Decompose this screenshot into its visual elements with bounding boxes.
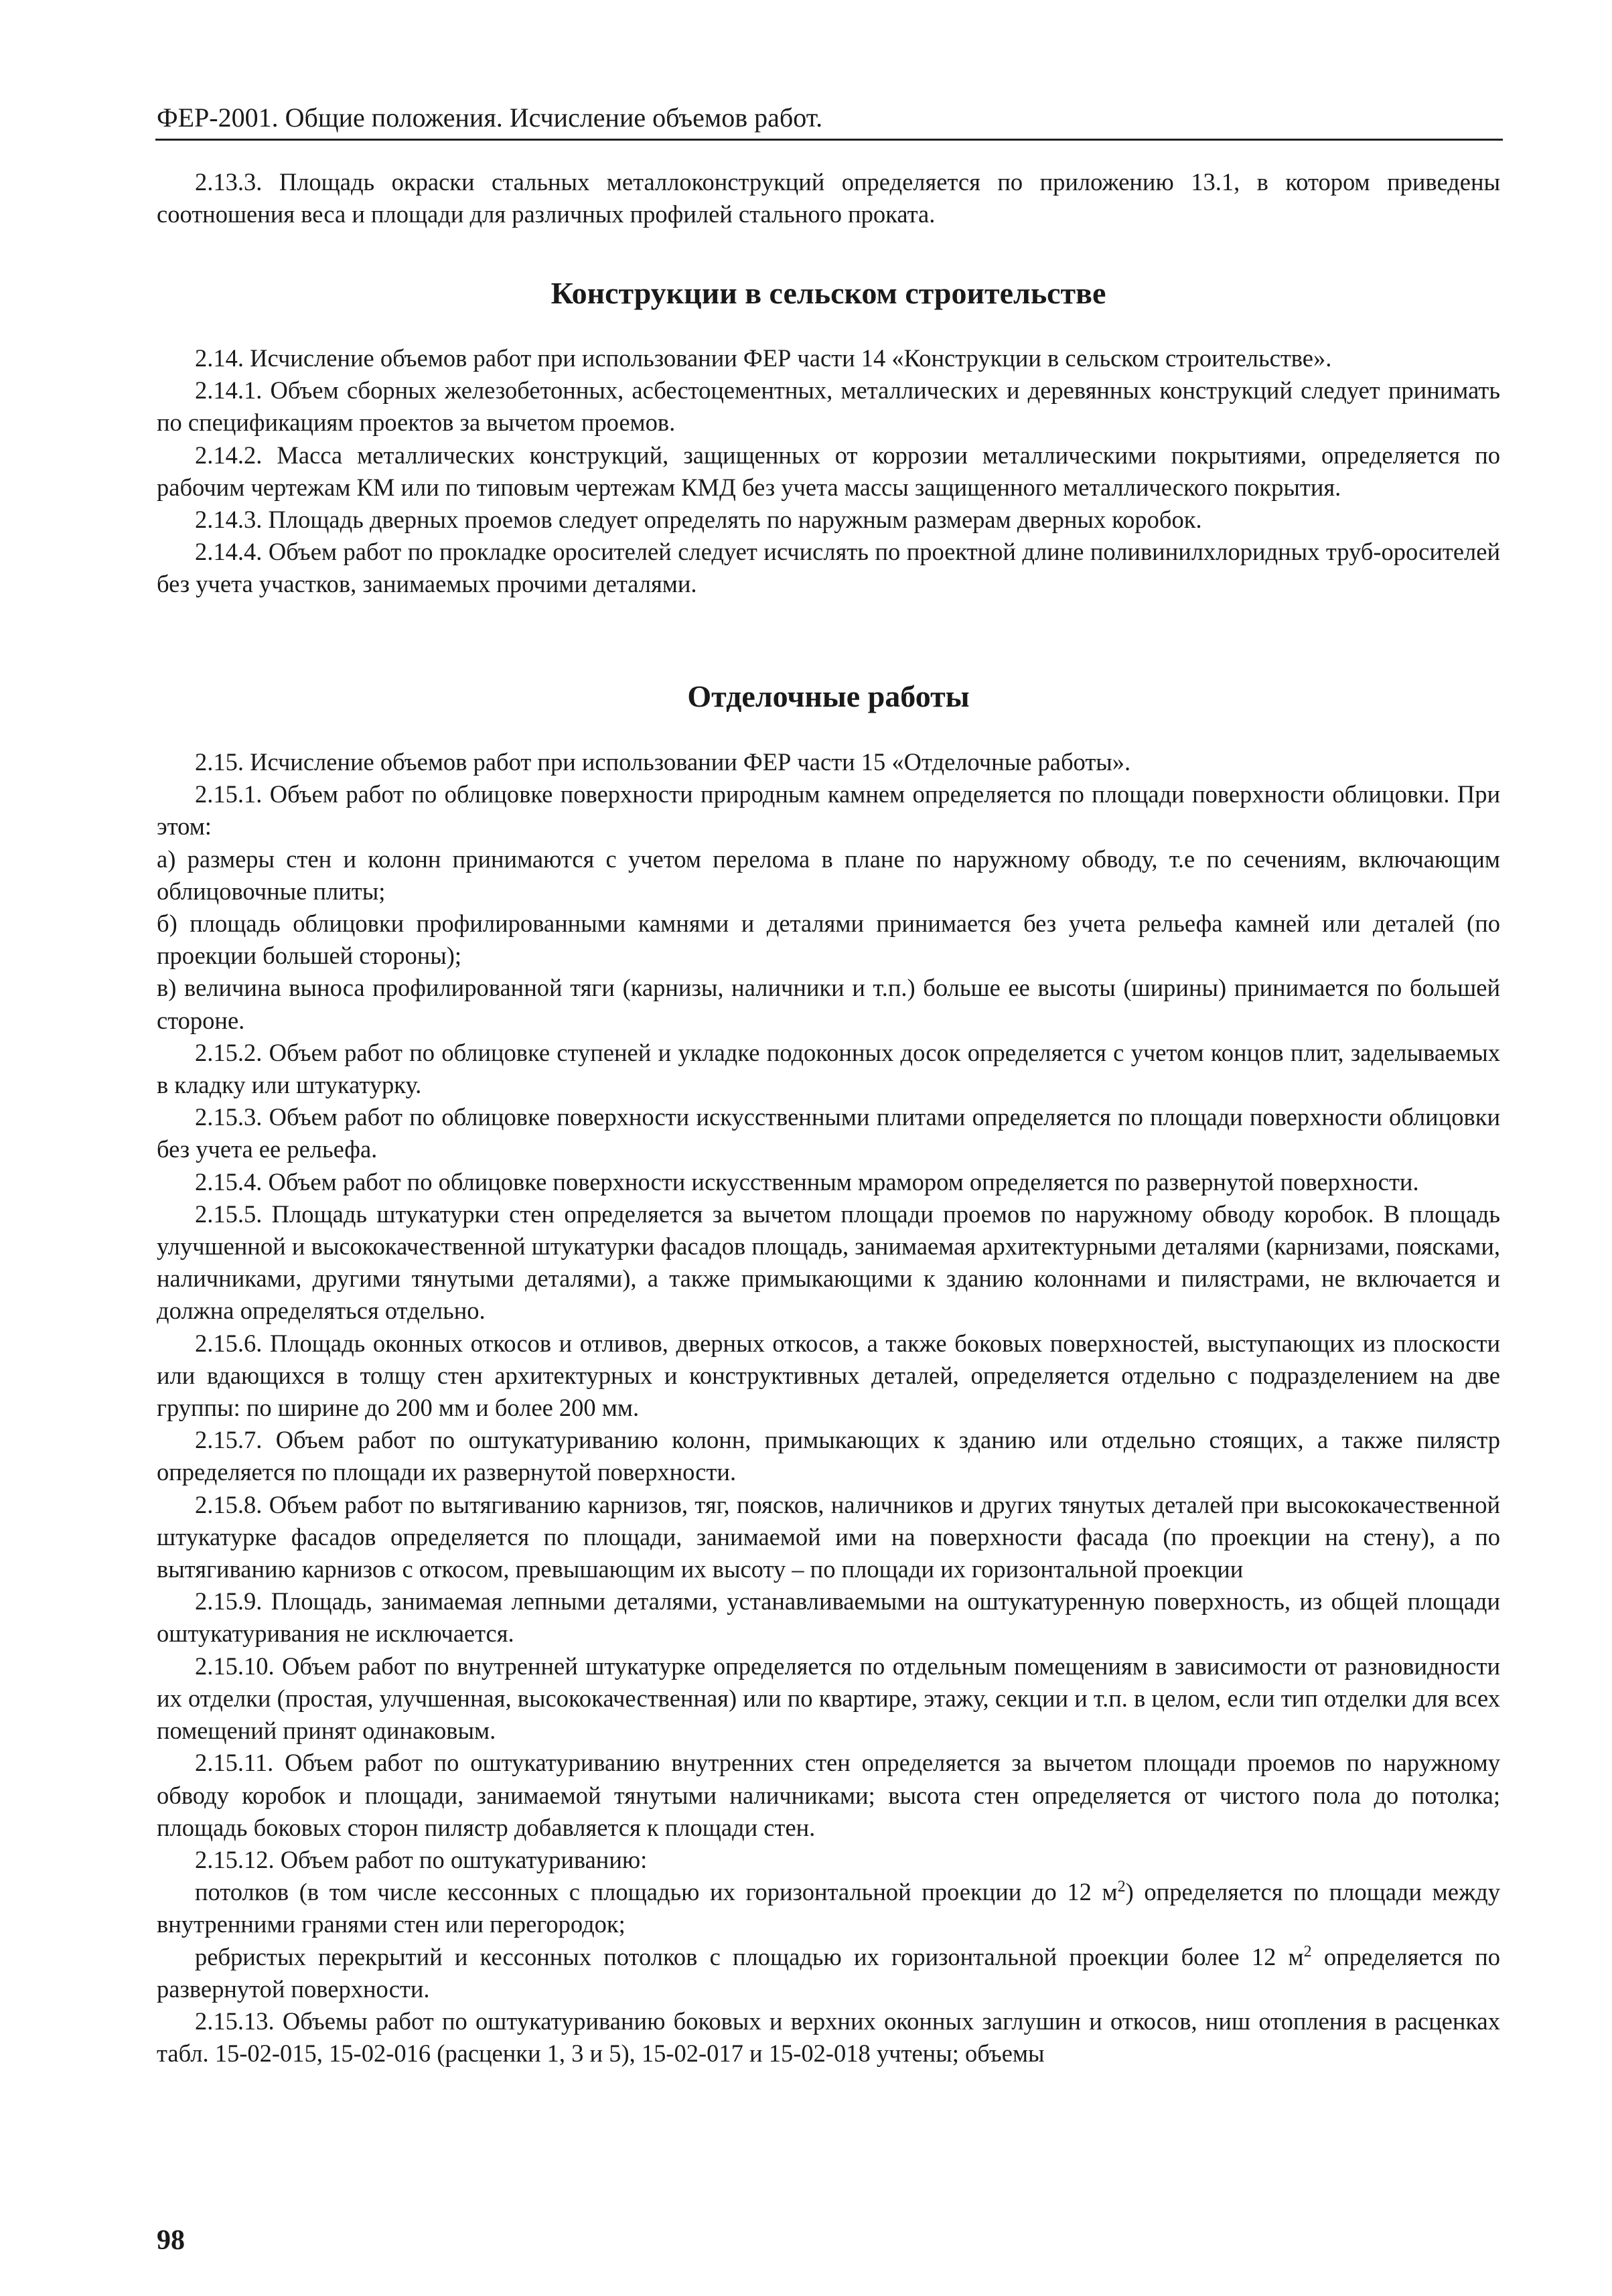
page-number: 98 bbox=[157, 2225, 185, 2256]
paragraph-2-14-3: 2.14.3. Площадь дверных проемов следует определять по наружным размерам дверных коробок. bbox=[195, 506, 1202, 534]
paragraph-2-13-3: 2.13.3. Площадь окраски стальных металлоконструкций определяется по приложению 13.1, в котором приведены соотношения веса и площади для различных профилей стального проката. bbox=[157, 168, 1500, 228]
paragraph-2-15-12: 2.15.12. Объем работ по оштукатуриванию: bbox=[195, 1845, 648, 1873]
paragraph-2-15-10: 2.15.10. Объем работ по внутренней штукатурке определяется по отдельным помещениям в зависимости от разновидности их отделки (простая, улучшенная, высококачественная) или по квартире, этажу, секции и т.п. в целом, если тип отделки для всех помещений принят одинаковым. bbox=[157, 1652, 1500, 1745]
paragraph-2-15-2: 2.15.2. Объем работ по облицовке ступеней и укладке подоконных досок определяется с учетом концов плит, заделываемых в кладку или штукатурку. bbox=[157, 1038, 1500, 1099]
ceilings-text-b: ) определяется по площади между внутренними гранями стен или перегородок; bbox=[157, 1878, 1500, 1938]
paragraph-2-15-3: 2.15.3. Объем работ по облицовке поверхности искусственными плитами определяется по площади поверхности облицовки без учета ее рельефа. bbox=[157, 1103, 1500, 1163]
paragraph-2-14: 2.14. Исчисление объемов работ при использовании ФЕР части 14 «Конструкции в сельском строительстве». bbox=[195, 344, 1332, 372]
paragraph-2-14-4: 2.14.4. Объем работ по прокладке оросителей следует исчислять по проектной длине поливинилхлоридных труб-оросителей без учета участков, занимаемых прочими деталями. bbox=[157, 538, 1500, 598]
ribbed-text-b: определяется по развернутой поверхности. bbox=[157, 1942, 1500, 2003]
ceilings-text-a: потолков (в том числе кессонных с площадью их горизонтальной проекции до 12 м bbox=[195, 1878, 1118, 1906]
paragraph-2-14-2: 2.14.2. Масса металлических конструкций, защищенных от коррозии металлическими покрытиями, определяется по рабочим чертежам КМ или по типовым чертежам КМД без учета массы защищенного металлического покрытия. bbox=[157, 441, 1500, 501]
paragraph-2-15-4: 2.15.4. Объем работ по облицовке поверхности искусственным мрамором определяется по развернутой поверхности. bbox=[195, 1167, 1419, 1196]
paragraph-2-15-5: 2.15.5. Площадь штукатурки стен определяется за вычетом площади проемов по наружному обводу коробок. В площадь улучшенной и высококачественной штукатурки фасадов площадь, занимаемая архитектурными деталями (карнизами, поясками, наличниками, другими тянутыми деталями), а также примыкающими к зданию колоннами и пилястрами, не включается и должна определяться отдельно. bbox=[157, 1200, 1500, 1325]
list-item-b: б) площадь облицовки профилированными камнями и деталями принимается без учета рельефа камней или деталей (по проекции большей стороны); bbox=[157, 910, 1500, 970]
header-rule bbox=[155, 139, 1503, 141]
section-finishing-body bbox=[157, 746, 1500, 2070]
ceilings-sup: 2 bbox=[1117, 1877, 1126, 1895]
paragraph-2-15: 2.15. Исчисление объемов работ при использовании ФЕР части 15 «Отделочные работы». bbox=[195, 748, 1131, 776]
ribbed-text-a: ребристых перекрытий и кессонных потолков с площадью их горизонтальной проекции более 12 м bbox=[195, 1942, 1304, 1970]
list-item-c: в) величина выноса профилированной тяги (карнизы, наличники и т.п.) больше ее высоты (ширины) принимается по большей стороне. bbox=[157, 974, 1500, 1034]
ribbed-sup: 2 bbox=[1303, 1942, 1312, 1960]
running-header: ФЕР-2001. Общие положения. Исчисление объемов работ. bbox=[157, 102, 823, 133]
list-item-a: а) размеры стен и колонн принимаются с учетом перелома в плане по наружному обводу, т.е по сечениям, включающим облицовочные плиты; bbox=[157, 845, 1500, 905]
paragraph-2-15-7: 2.15.7. Объем работ по оштукатуриванию колонн, примыкающих к зданию или отдельно стоящих, а также пилястр определяется по площади их развернутой поверхности. bbox=[157, 1426, 1500, 1486]
paragraph-2-14-1: 2.14.1. Объем сборных железобетонных, асбестоцементных, металлических и деревянных конструкций следует принимать по спецификациям проектов за вычетом проемов. bbox=[157, 376, 1500, 437]
section-rural-body bbox=[157, 342, 1500, 601]
intro-block bbox=[157, 166, 1500, 230]
paragraph-ribbed bbox=[157, 1941, 1500, 2005]
section-heading-finishing: Отделочные работы bbox=[687, 679, 970, 713]
paragraph-ceilings bbox=[157, 1876, 1500, 1940]
paragraph-2-15-11: 2.15.11. Объем работ по оштукатуриванию внутренних стен определяется за вычетом площади проемов по наружному обводу коробок и площади, занимаемой тянутыми наличниками; высота стен определяется от чистого пола до потолка; площадь боковых сторон пилястр добавляется к площади стен. bbox=[157, 1749, 1500, 1841]
paragraph-2-15-6: 2.15.6. Площадь оконных откосов и отливов, дверных откосов, а также боковых поверхностей, выступающих из плоскости или вдающихся в толщу стен архитектурных и конструктивных деталей, определяется отдельно с подразделением на две группы: по ширине до 200 мм и более 200 мм. bbox=[157, 1329, 1500, 1422]
paragraph-2-15-1: 2.15.1. Объем работ по облицовке поверхности природным камнем определяется по площади поверхности облицовки. При этом: bbox=[157, 780, 1500, 841]
section-heading-rural: Конструкции в сельском строительстве bbox=[551, 276, 1106, 310]
paragraph-2-15-9: 2.15.9. Площадь, занимаемая лепными деталями, устанавливаемыми на оштукатуренную поверхность, из общей площади оштукатуривания не исключается. bbox=[157, 1587, 1500, 1648]
paragraph-2-15-8: 2.15.8. Объем работ по вытягиванию карнизов, тяг, поясков, наличников и других тянутых деталей при высококачественной штукатурке фасадов определяется по площади, занимаемой ими на поверхности фасада (по проекции на стену), а по вытягиванию карнизов с откосом, превышающим их высоту – по площади их горизонтальной проекции bbox=[157, 1490, 1500, 1583]
paragraph-2-15-13: 2.15.13. Объемы работ по оштукатуриванию боковых и верхних оконных заглушин и откосов, ниш отопления в расценках табл. 15-02-015, 15-02-016 (расценки 1, 3 и 5), 15-02-017 и 15-02-018 учтены; объемы bbox=[157, 2007, 1500, 2068]
